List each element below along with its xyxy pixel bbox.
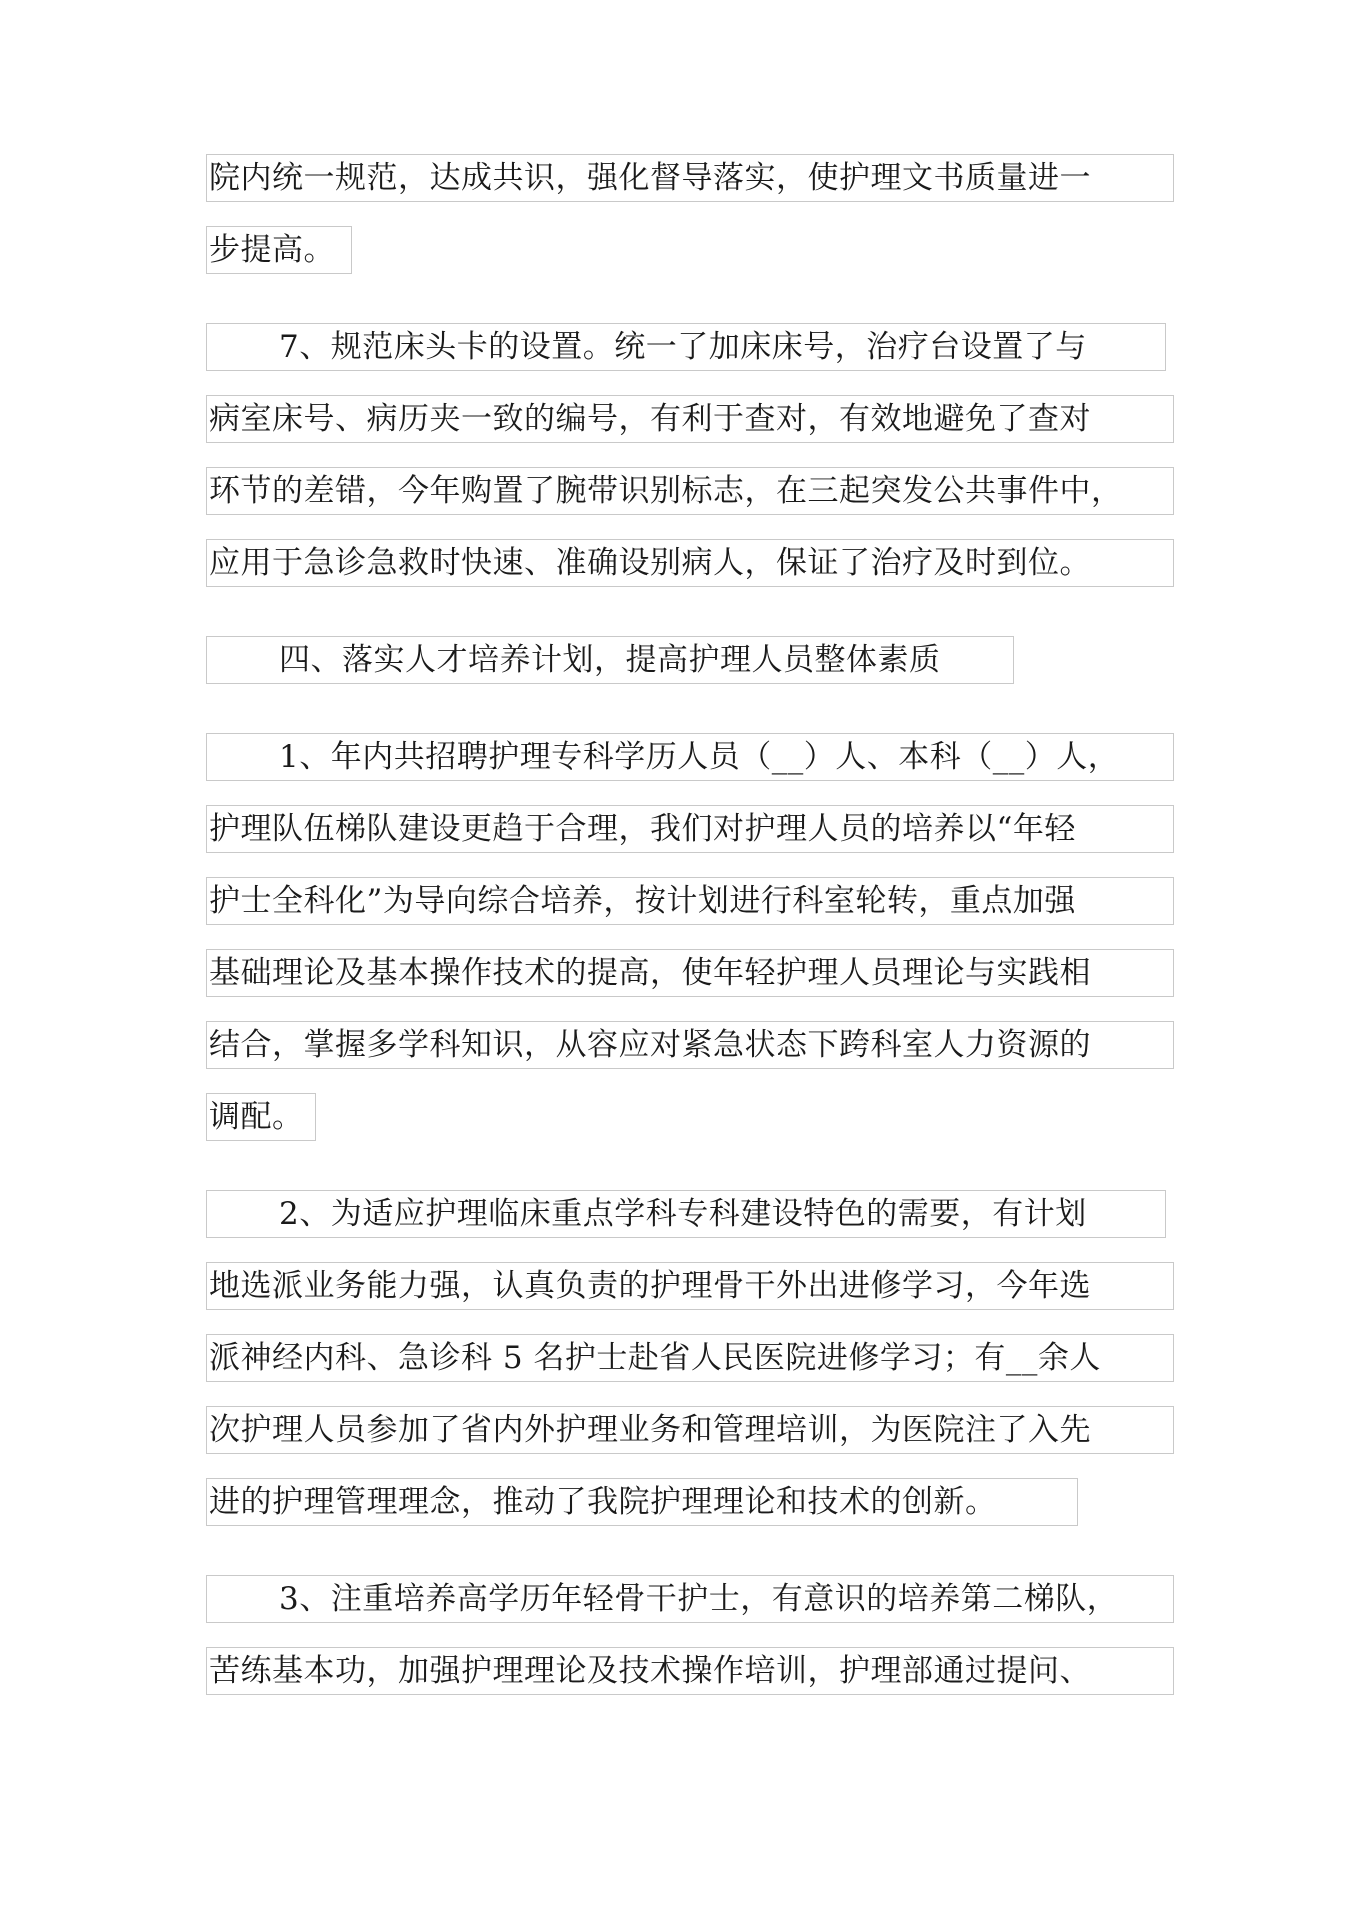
section-heading: 四、落实人才培养计划，提高护理人员整体素质 (206, 636, 1014, 684)
text-line: 病室床号、病历夹一致的编号，有利于查对，有效地避免了查对 (206, 395, 1174, 443)
text-line: 2、为适应护理临床重点学科专科建设特色的需要，有计划 (206, 1190, 1166, 1238)
text-line: 基础理论及基本操作技术的提高，使年轻护理人员理论与实践相 (206, 949, 1174, 997)
text-line: 应用于急诊急救时快速、准确设别病人，保证了治疗及时到位。 (206, 539, 1174, 587)
text-line: 调配。 (206, 1093, 316, 1141)
text-line: 进的护理管理理念，推动了我院护理理论和技术的创新。 (206, 1478, 1078, 1526)
text-line: 护理队伍梯队建设更趋于合理，我们对护理人员的培养以“年轻 (206, 805, 1174, 853)
text-line: 派神经内科、急诊科 5 名护士赴省人民医院进修学习；有__余人 (206, 1334, 1174, 1382)
text-line: 7、规范床头卡的设置。统一了加床床号，治疗台设置了与 (206, 323, 1166, 371)
text-line: 地选派业务能力强，认真负责的护理骨干外出进修学习，今年选 (206, 1262, 1174, 1310)
text-line: 步提高。 (206, 226, 352, 274)
text-line: 结合，掌握多学科知识，从容应对紧急状态下跨科室人力资源的 (206, 1021, 1174, 1069)
text-line: 环节的差错，今年购置了腕带识别标志，在三起突发公共事件中， (206, 467, 1174, 515)
text-line: 院内统一规范，达成共识，强化督导落实，使护理文书质量进一 (206, 154, 1174, 202)
text-line: 3、注重培养高学历年轻骨干护士，有意识的培养第二梯队， (206, 1575, 1174, 1623)
text-line: 次护理人员参加了省内外护理业务和管理培训，为医院注了入先 (206, 1406, 1174, 1454)
text-line: 护士全科化”为导向综合培养，按计划进行科室轮转，重点加强 (206, 877, 1174, 925)
text-line: 1、年内共招聘护理专科学历人员（__）人、本科（__）人， (206, 733, 1174, 781)
text-line: 苦练基本功，加强护理理论及技术操作培训，护理部通过提问、 (206, 1647, 1174, 1695)
